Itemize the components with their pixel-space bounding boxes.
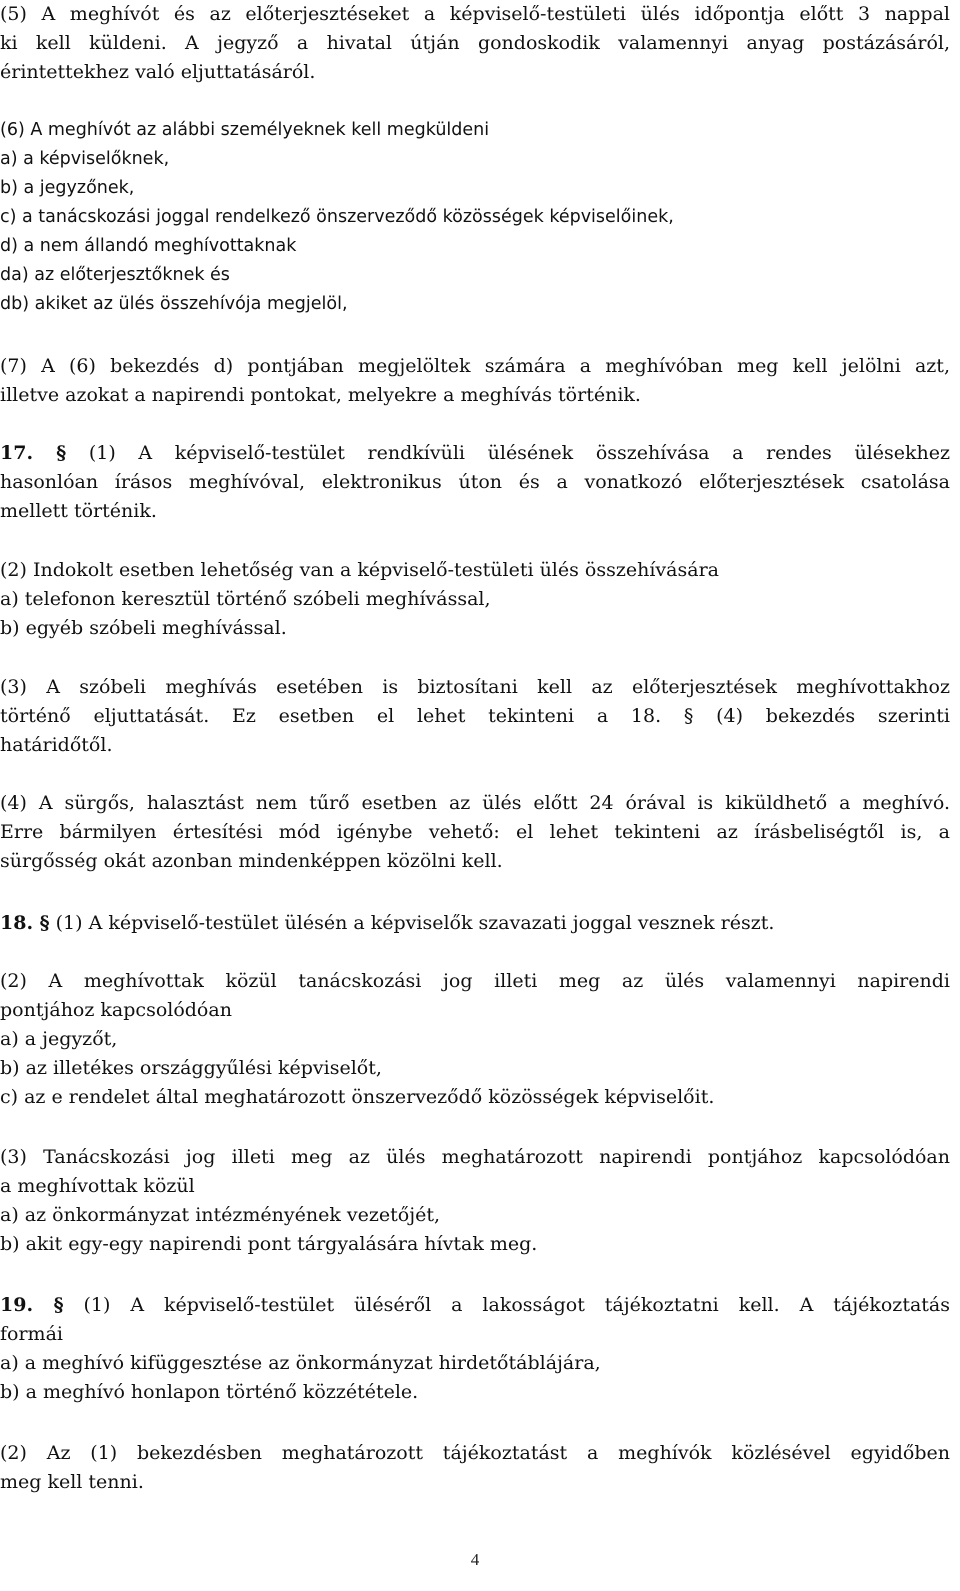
text-line: c) a tanácskozási joggal rendelkező önszerveződő közösségek képviselőinek,: [0, 207, 674, 227]
section-18-paragraph-1: [0, 909, 950, 938]
text-line: (2) Az (1) bekezdésben meghatározott tájékoztatást a meghívók közlésével egyidőben: [0, 1442, 950, 1464]
text-line: (3) A szóbeli meghívás esetében is biztosítani kell az előterjesztések meghívottakhoz: [0, 676, 950, 698]
text-line: (2) Indokolt esetben lehetőség van a képviselő-testületi ülés összehívására: [0, 559, 719, 581]
text-line: d) a nem állandó meghívottaknak: [0, 236, 297, 256]
text-line: (5) A meghívót és az előterjesztéseket a képviselő-testületi ülés időpontja előtt 3 nappal: [0, 3, 950, 25]
text-line: a) a meghívó kifüggesztése az önkormányzat hirdetőtáblájára,: [0, 1352, 601, 1374]
text-line: (7) A (6) bekezdés d) pontjában megjelöltek számára a meghívóban meg kell jelölni azt,: [0, 355, 950, 377]
text-line: b) egyéb szóbeli meghívással.: [0, 617, 287, 639]
section-19-paragraph-2: [0, 1439, 950, 1497]
paragraph-5: [0, 0, 950, 87]
section-18-paragraph-3: [0, 1143, 950, 1259]
section-19-paragraph-1: [0, 1291, 950, 1407]
text-line: történő eljuttatását. Ez esetben el lehet tekinteni a 18. § (4) bekezdés szerinti: [0, 705, 950, 727]
text-line: érintettekhez való eljuttatásáról.: [0, 61, 316, 83]
text-line: meg kell tenni.: [0, 1471, 144, 1493]
text-line: b) az illetékes országgyűlési képviselőt,: [0, 1057, 382, 1079]
text-line: a) a képviselőknek,: [0, 149, 170, 169]
text-line: c) az e rendelet által meghatározott önszerveződő közösségek képviselőit.: [0, 1086, 715, 1108]
section-17-paragraph-2: [0, 556, 950, 643]
section-17-paragraph-3: [0, 673, 950, 760]
text-line: (4) A sürgős, halasztást nem tűrő esetben az ülés előtt 24 órával is kiküldhető a meghívó.: [0, 792, 950, 814]
text-line: a) a jegyzőt,: [0, 1028, 118, 1050]
text-run: (1) A képviselő-testület ülésén a képviselők szavazati joggal vesznek részt.: [49, 912, 775, 934]
section-17-paragraph-4: [0, 789, 950, 876]
text-run: (1) A képviselő-testület rendkívüli ülésének összehívása a rendes ülésekhez: [66, 442, 950, 464]
text-line: [0, 909, 950, 938]
text-line: [0, 1291, 950, 1320]
text-line: hasonlóan írásos meghívóval, elektronikus úton és a vonatkozó előterjesztések csatolása: [0, 471, 950, 493]
text-line: (3) Tanácskozási jog illeti meg az ülés meghatározott napirendi pontjához kapcsolódóan: [0, 1146, 950, 1168]
section-17-paragraph-1: [0, 439, 950, 526]
text-line: ki kell küldeni. A jegyző a hivatal útján gondoskodik valamennyi anyag postázásáról,: [0, 32, 950, 54]
text-line: formái: [0, 1323, 63, 1345]
text-line: illetve azokat a napirendi pontokat, melyekre a meghívás történik.: [0, 384, 641, 406]
text-line: a) az önkormányzat intézményének vezetőjét,: [0, 1204, 441, 1226]
text-line: pontjához kapcsolódóan: [0, 999, 232, 1021]
text-line: sürgősség okát azonban mindenképpen közölni kell.: [0, 850, 503, 872]
text-line: Erre bármilyen értesítési mód igénybe vehető: el lehet tekinteni az írásbeliségtől is, a: [0, 821, 950, 843]
section-number: 17. §: [0, 442, 67, 464]
text-line: határidőtől.: [0, 734, 113, 756]
text-line: (6) A meghívót az alábbi személyeknek kell megküldeni: [0, 120, 490, 140]
text-line: a) telefonon keresztül történő szóbeli meghívással,: [0, 588, 491, 610]
page-number: 4: [470, 1550, 480, 1569]
text-line: b) a jegyzőnek,: [0, 178, 135, 198]
section-number: 19. §: [0, 1294, 64, 1316]
section-number: 18. §: [0, 912, 50, 934]
text-line: da) az előterjesztőknek és: [0, 265, 230, 285]
text-run: (1) A képviselő-testület üléséről a lakosságot tájékoztatni kell. A tájékoztatás: [63, 1294, 950, 1316]
text-line: mellett történik.: [0, 500, 157, 522]
text-line: db) akiket az ülés összehívója megjelöl,: [0, 294, 348, 314]
text-line: a meghívottak közül: [0, 1175, 195, 1197]
text-line: [0, 439, 950, 468]
paragraph-6: [0, 116, 950, 319]
section-18-paragraph-2: [0, 967, 950, 1112]
text-line: b) a meghívó honlapon történő közzététele.: [0, 1381, 419, 1403]
paragraph-7: [0, 352, 950, 410]
text-line: (2) A meghívottak közül tanácskozási jog illeti meg az ülés valamennyi napirendi: [0, 970, 950, 992]
text-line: b) akit egy-egy napirendi pont tárgyalására hívtak meg.: [0, 1233, 538, 1255]
